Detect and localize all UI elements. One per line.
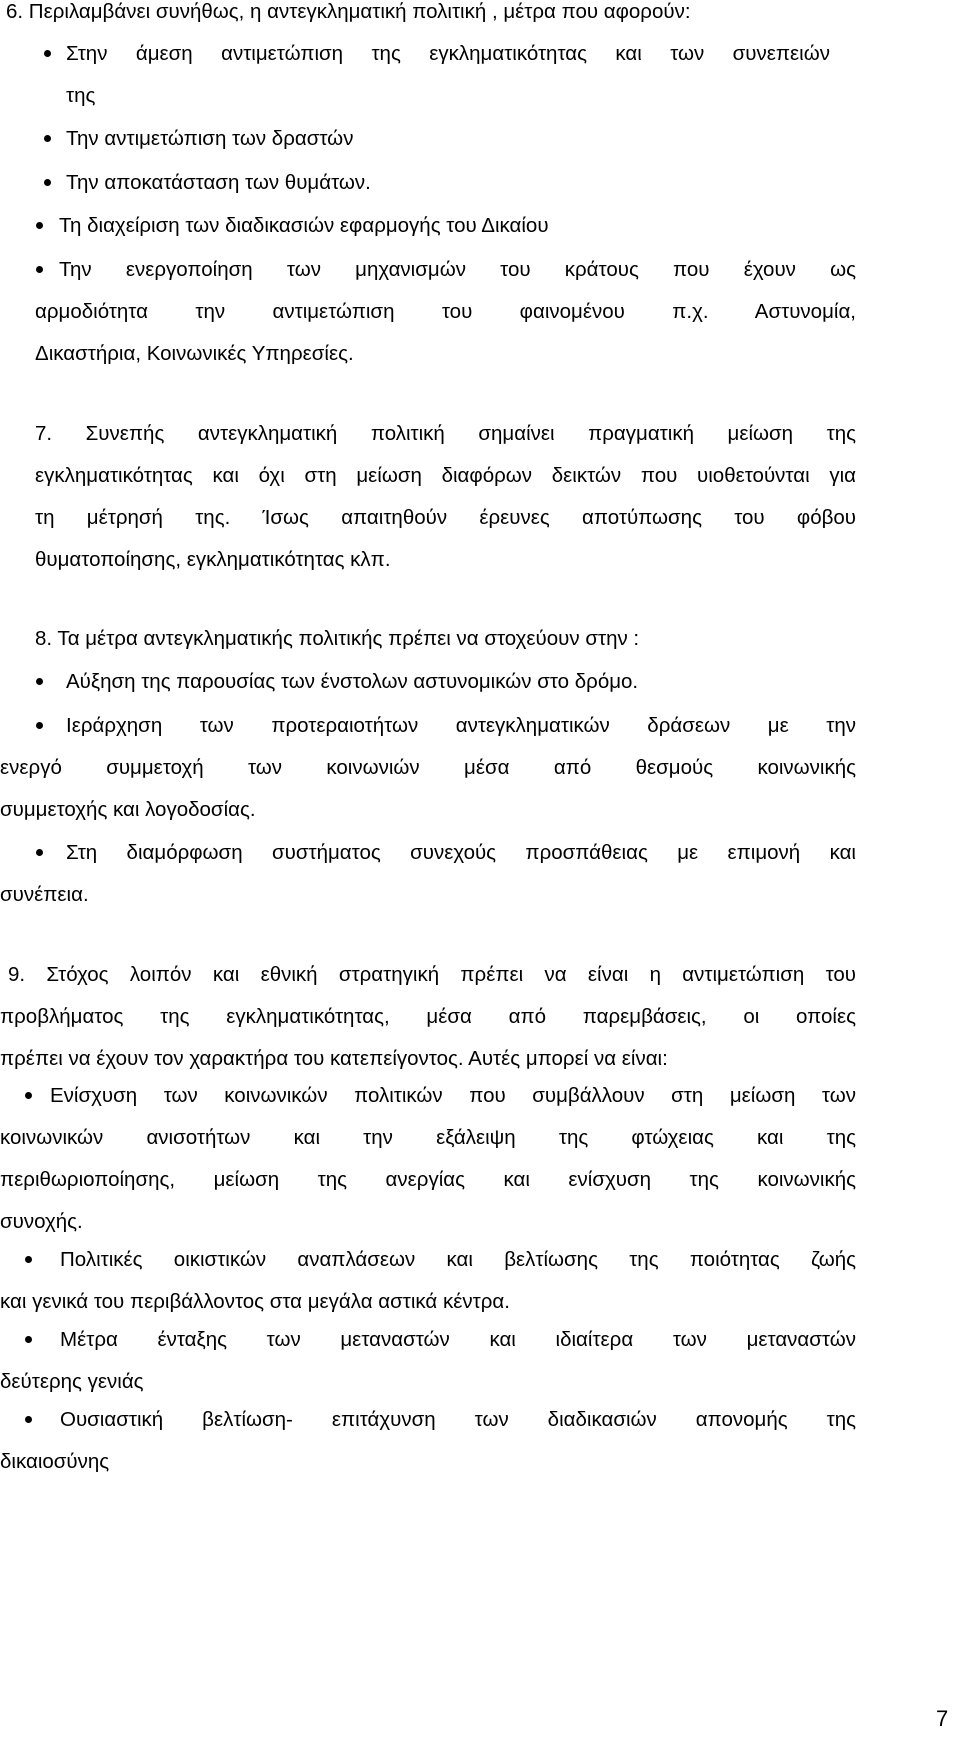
section-6-item-5-line-3: Δικαστήρια, Κοινωνικές Υπηρεσίες. bbox=[35, 342, 354, 365]
section-6-item-2: Την αντιμετώπιση των δραστών bbox=[66, 127, 354, 150]
section-6-item-5-line-1: Την ενεργοποίηση των μηχανισμών του κράτους που έχουν ως bbox=[59, 258, 856, 281]
section-6-heading: 6. Περιλαμβάνει συνήθως, η αντεγκληματική πολιτική , μέτρα που αφορούν: bbox=[6, 0, 691, 23]
section-7-line-3: τη μέτρησή της. Ίσως απαιτηθούν έρευνες αποτύπωσης του φόβου bbox=[35, 506, 856, 529]
section-6-item-1-line-1: Στην άμεση αντιμετώπιση της εγκληματικότητας και των συνεπειών bbox=[66, 42, 830, 65]
section-8-heading: 8. Τα μέτρα αντεγκληματικής πολιτικής πρέπει να στοχεύουν στην : bbox=[35, 627, 640, 650]
section-8-item-1: Αύξηση της παρουσίας των ένστολων αστυνομικών στο δρόμο. bbox=[66, 670, 639, 693]
bullet-icon bbox=[44, 50, 51, 57]
section-9-line-1: 9. Στόχος λοιπόν και εθνική στρατηγική πρέπει να είναι η αντιμετώπιση του bbox=[8, 963, 856, 986]
page-number: 7 bbox=[936, 1706, 949, 1731]
bullet-icon bbox=[25, 1256, 32, 1263]
section-6-item-5-line-2: αρμοδιότητα την αντιμετώπιση του φαινομένου π.χ. Αστυνομία, bbox=[35, 300, 856, 323]
section-9-line-2: προβλήματος της εγκληματικότητας, μέσα από παρεμβάσεις, οι οποίες bbox=[0, 1005, 856, 1028]
section-9-item-1-line-3: περιθωριοποίησης, μείωση της ανεργίας και ενίσχυση της κοινωνικής bbox=[0, 1168, 856, 1191]
section-9-item-1-line-1: Ενίσχυση των κοινωνικών πολιτικών που συμβάλλουν στη μείωση των bbox=[50, 1084, 856, 1107]
section-8-item-3-line-1: Στη διαμόρφωση συστήματος συνεχούς προσπάθειας με επιμονή και bbox=[66, 841, 856, 864]
section-7-line-1: 7. Συνεπής αντεγκληματική πολιτική σημαίνει πραγματική μείωση της bbox=[35, 422, 856, 445]
section-9-item-2-line-2: και γενικά του περιβάλλοντος στα μεγάλα αστικά κέντρα. bbox=[0, 1290, 510, 1313]
section-7-line-2: εγκληματικότητας και όχι στη μείωση διαφόρων δεικτών που υιοθετούνται για bbox=[35, 464, 856, 487]
bullet-icon bbox=[25, 1336, 32, 1343]
bullet-icon bbox=[44, 135, 51, 142]
section-9-item-3-line-1: Μέτρα ένταξης των μεταναστών και ιδιαίτερα των μεταναστών bbox=[60, 1328, 856, 1351]
section-8-item-2-line-3: συμμετοχής και λογοδοσίας. bbox=[0, 798, 256, 821]
section-9-item-4-line-2: δικαιοσύνης bbox=[0, 1450, 110, 1473]
section-9-item-3-line-2: δεύτερης γενιάς bbox=[0, 1370, 144, 1393]
bullet-icon bbox=[36, 266, 43, 273]
bullet-icon bbox=[25, 1092, 32, 1099]
section-8-item-3-line-2: συνέπεια. bbox=[0, 883, 89, 906]
bullet-icon bbox=[36, 678, 43, 685]
bullet-icon bbox=[36, 222, 43, 229]
bullet-icon bbox=[25, 1416, 32, 1423]
section-9-item-4-line-1: Ουσιαστική βελτίωση- επιτάχυνση των διαδικασιών απονομής της bbox=[60, 1408, 856, 1431]
section-6-item-4: Τη διαχείριση των διαδικασιών εφαρμογής του Δικαίου bbox=[59, 214, 549, 237]
section-8-item-2-line-1: Ιεράρχηση των προτεραιοτήτων αντεγκληματικών δράσεων με την bbox=[66, 714, 856, 737]
section-9-item-1-line-4: συνοχής. bbox=[0, 1210, 83, 1233]
bullet-icon bbox=[36, 722, 43, 729]
section-9-item-2-line-1: Πολιτικές οικιστικών αναπλάσεων και βελτίωσης της ποιότητας ζωής bbox=[60, 1248, 856, 1271]
section-8-item-2-line-2: ενεργό συμμετοχή των κοινωνιών μέσα από θεσμούς κοινωνικής bbox=[0, 756, 856, 779]
section-9-item-1-line-2: κοινωνικών ανισοτήτων και την εξάλειψη της φτώχειας και της bbox=[0, 1126, 856, 1149]
bullet-icon bbox=[44, 179, 51, 186]
section-6-item-1-line-2: της bbox=[66, 84, 96, 107]
section-6-item-3: Την αποκατάσταση των θυμάτων. bbox=[66, 171, 371, 194]
bullet-icon bbox=[36, 849, 43, 856]
section-7-line-4: θυματοποίησης, εγκληματικότητας κλπ. bbox=[35, 548, 391, 571]
section-9-line-3: πρέπει να έχουν τον χαρακτήρα του κατεπείγοντος. Αυτές μπορεί να είναι: bbox=[0, 1047, 668, 1070]
